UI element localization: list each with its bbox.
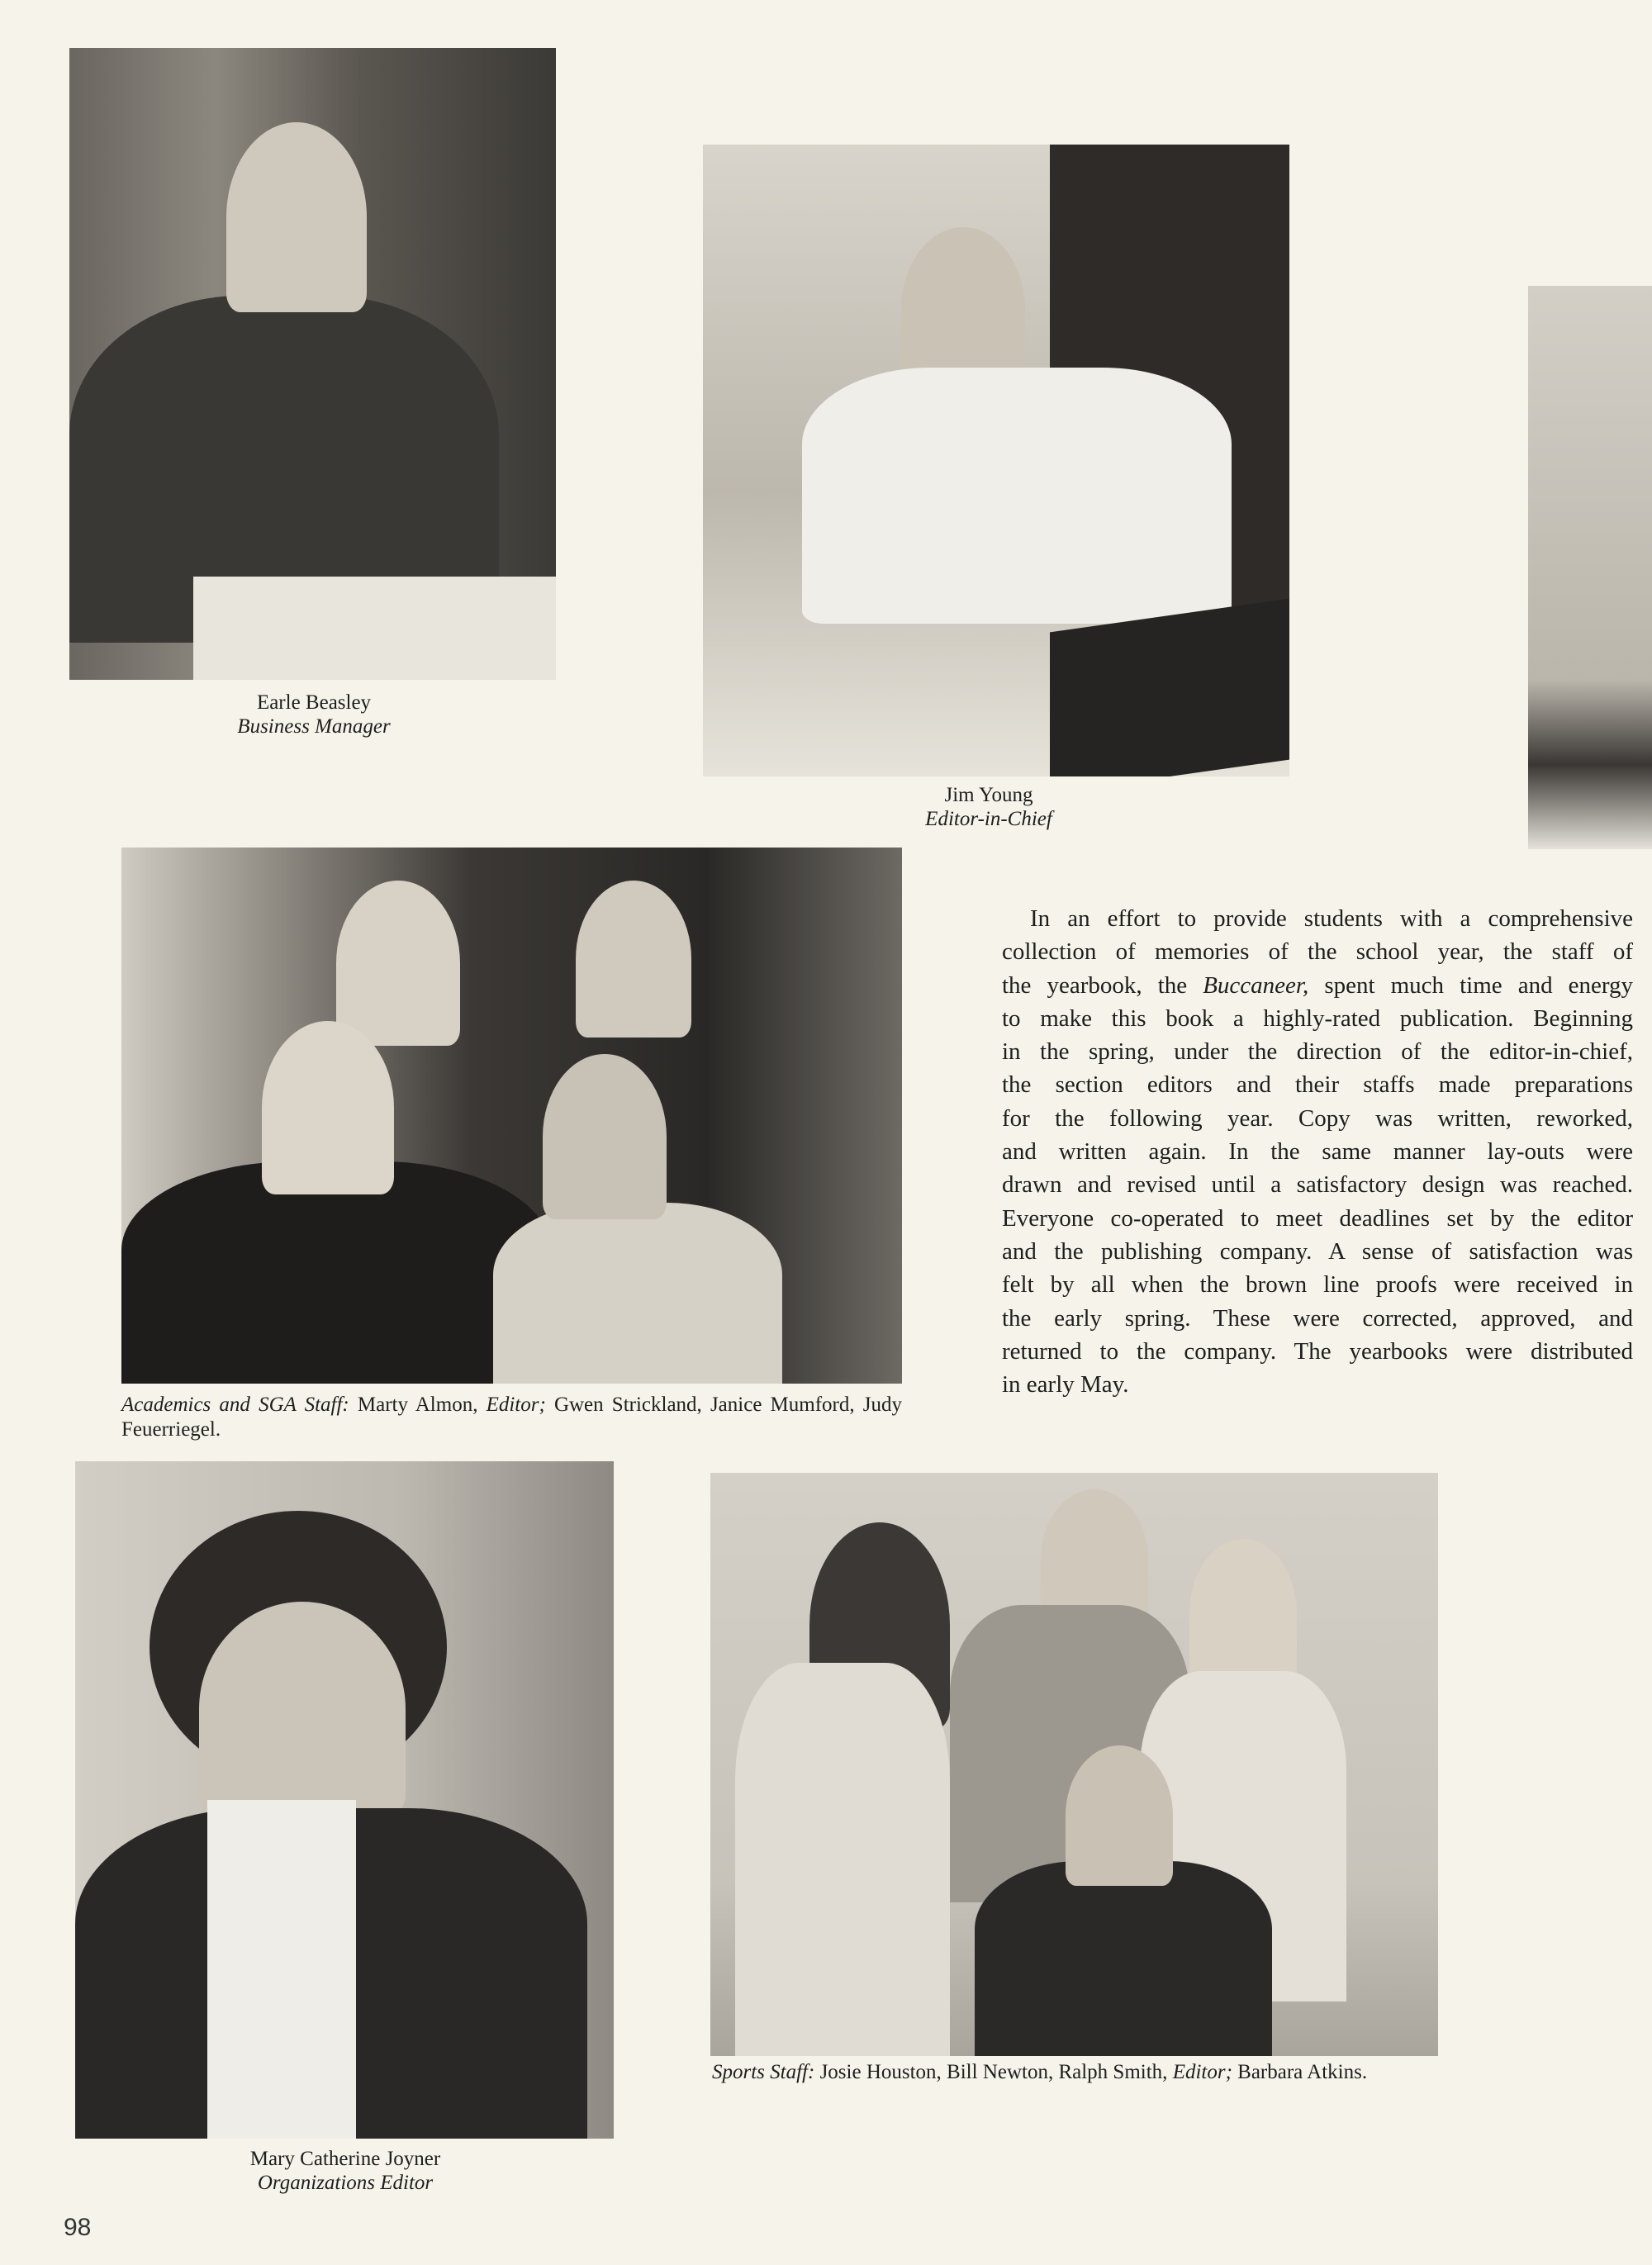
paragraph-line: drawn and revised until a satisfactory design was reached. (1002, 1171, 1633, 1199)
photo-partial-right (1528, 286, 1652, 849)
paragraph-line: in the spring, under the direction of the editor-in-chief, (1002, 1038, 1633, 1066)
paragraph-text: the yearbook, the (1002, 971, 1188, 999)
person-name: Earle Beasley (256, 691, 372, 714)
paragraph-line: collection of memories of the school year, the staff of (1002, 938, 1633, 966)
paragraph-line: In an effort to provide students with a comprehensive (1030, 905, 1633, 932)
paragraph-text: spent much time and energy (1324, 971, 1634, 999)
caption-earle-beasley (190, 691, 438, 738)
person-role: Business Manager (237, 715, 391, 738)
caption-text: Josie Houston, Bill Newton, Ralph Smith, (814, 2061, 1173, 2083)
body-paragraph (1002, 902, 1633, 1401)
photo-mary-catherine-joyner (75, 1461, 614, 2139)
book-title: Buccaneer, (1203, 971, 1309, 999)
photo-jim-young (703, 145, 1289, 776)
photo-academics-sga-staff (121, 848, 902, 1384)
paragraph-line: the early spring. These were corrected, approved, and (1002, 1304, 1633, 1332)
paragraph-line: returned to the company. The yearbooks were distributed (1002, 1337, 1633, 1365)
person-role: Organizations Editor (257, 2172, 434, 2194)
caption-mary-catherine-joyner (180, 2147, 510, 2195)
person-name: Mary Catherine Joyner (249, 2148, 441, 2170)
photo-earle-beasley (69, 48, 556, 680)
editor-label: Editor; (486, 1394, 546, 1416)
editor-label: Editor; (1172, 2061, 1232, 2083)
group-label: Sports Staff: (712, 2061, 815, 2083)
group-label: Academics and SGA Staff: (121, 1394, 349, 1416)
paragraph-line: Everyone co-operated to meet deadlines set by the editor (1002, 1204, 1633, 1232)
paragraph-line: and the publishing company. A sense of satisfaction was (1002, 1237, 1633, 1265)
photo-sports-staff (710, 1473, 1438, 2056)
paragraph-line: for the following year. Copy was written, reworked, (1002, 1104, 1633, 1132)
person-name: Jim Young (944, 784, 1033, 806)
paragraph-line (1002, 969, 1633, 1002)
paragraph-line: and written again. In the same manner lay-outs were (1002, 1138, 1633, 1166)
page-number: 98 (64, 2214, 92, 2241)
caption-text: Gwen Strickland, Janice Mumford, Judy Feuerriegel. (121, 1394, 902, 1441)
paragraph-line: to make this book a highly-rated publication. Beginning (1002, 1004, 1633, 1032)
person-role: Editor-in-Chief (925, 808, 1052, 830)
paragraph-line: felt by all when the brown line proofs were received in (1002, 1271, 1633, 1299)
caption-sports-staff (712, 2060, 1438, 2085)
caption-text: Marty Almon, (349, 1394, 487, 1416)
caption-academics-sga-staff (121, 1393, 902, 1442)
paragraph-line: the section editors and their staffs made preparations (1002, 1071, 1633, 1099)
paragraph-line: in early May. (1002, 1371, 1129, 1398)
caption-jim-young (865, 783, 1113, 831)
caption-text: Barbara Atkins. (1232, 2061, 1368, 2083)
